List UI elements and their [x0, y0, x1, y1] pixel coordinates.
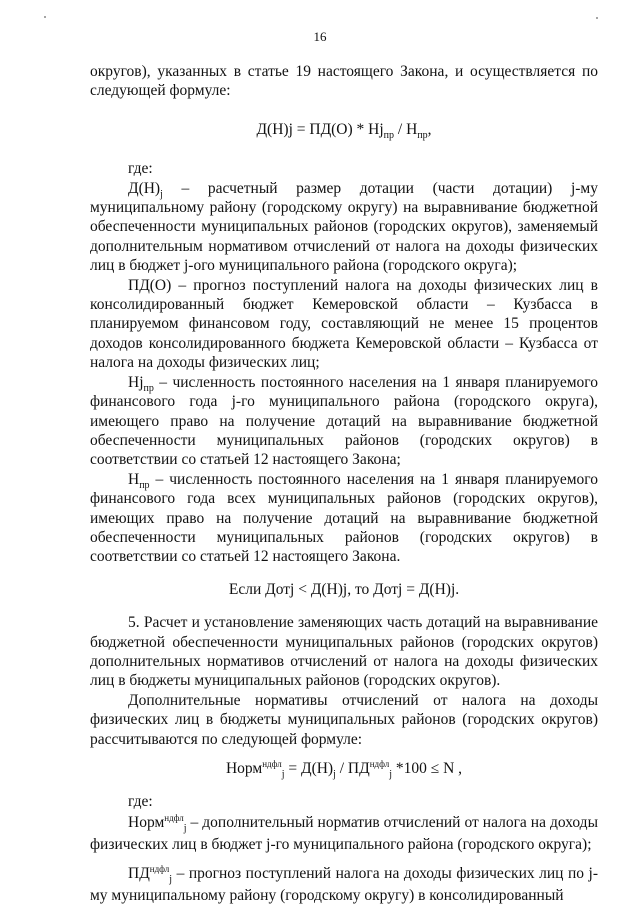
paragraph: округов), указанных в статье 19 настоящего Закона, и осуществляется по следующей формуле:	[90, 63, 598, 100]
formula-normative: Норм$^{ндфл}_j$ = $Д(Н)_j / ПД^{ндфл}_j$ *100 ≤ N ,	[225, 758, 463, 781]
where-label: где:	[128, 793, 153, 811]
document-body	[90, 62, 598, 907]
paragraph-section-5: 5. Расчет и установление заменяющих часть дотаций на выравнивание бюджетной обеспеченности муниципальных районов (городских округов) дополнительных нормативов отчислений от налога на доходы физических лиц в бюджеты муниципальных районов (городских округов).	[90, 614, 598, 690]
definition-dnj: $Д(Н)_j$ – расчетный размер дотации (части дотации) j-му муниципальному району (городскому округу) на выравнивание бюджетной обеспеченности муниципальных районов (городских округов), заменяемый дополнительным нормативом отчислений от налога на доходы физических лиц в бюджет j-ого муниципального района (городского округа);	[90, 179, 598, 275]
scan-speck	[44, 16, 46, 18]
scan-speck	[596, 17, 598, 19]
definition-pd: $ПД^{ндфл}_j$ – прогноз поступлений налога на доходы физических лиц по j-му муниципальному району (городскому округу) в консолидированный	[90, 863, 598, 904]
definition-hjpr: $Hj_{пр}$ – численность постоянного населения на 1 января планируемого финансового года j-го муниципального района (городского округа), имеющего право на получение дотаций на выравнивание бюджетной обеспеченности муниципальных районов (городских округов) в соответствии со статьей 12 настоящего Закона;	[90, 373, 598, 469]
definition-pdo: ПД(О) – прогноз поступлений налога на доходы физических лиц в консолидированный бюджет Кемеровской области – Кузбасса в планируемом финансовом году, составляющий не менее 15 процентов доходов консолидированного бюджета Кемеровской области – Кузбасса от налога на доходы физических лиц;	[90, 276, 598, 372]
page-number: 16	[313, 29, 327, 44]
definition-norm: Норм$^{ндфл}_j$ – дополнительный норматив отчислений от налога на доходы физических лиц в бюджет j-го муниципального района (городского округа);	[90, 812, 598, 853]
paragraph: Дополнительные нормативы отчислений от налога на доходы физических лиц в бюджеты муниципальных районов (городских округов) рассчитываются по следующей формуле:	[90, 691, 598, 748]
definition-hpr: $H_{пр}$ – численность постоянного населения на 1 января планируемого финансового года всех муниципальных районов (городских округов), имеющих право на получение дотаций на выравнивание бюджетной обеспеченности муниципальных районов (городских округов) в соответствии со статьей 12 настоящего Закона.	[90, 470, 598, 566]
where-label: где:	[128, 160, 153, 178]
formula-condition: Если Дотj < Д(Н)j, то Дотj = Д(Н)j.	[228, 580, 460, 598]
formula-dotation: $Д(Н)j = ПД(О) * Hj_{пр} / H_{пр}$,	[256, 120, 432, 141]
